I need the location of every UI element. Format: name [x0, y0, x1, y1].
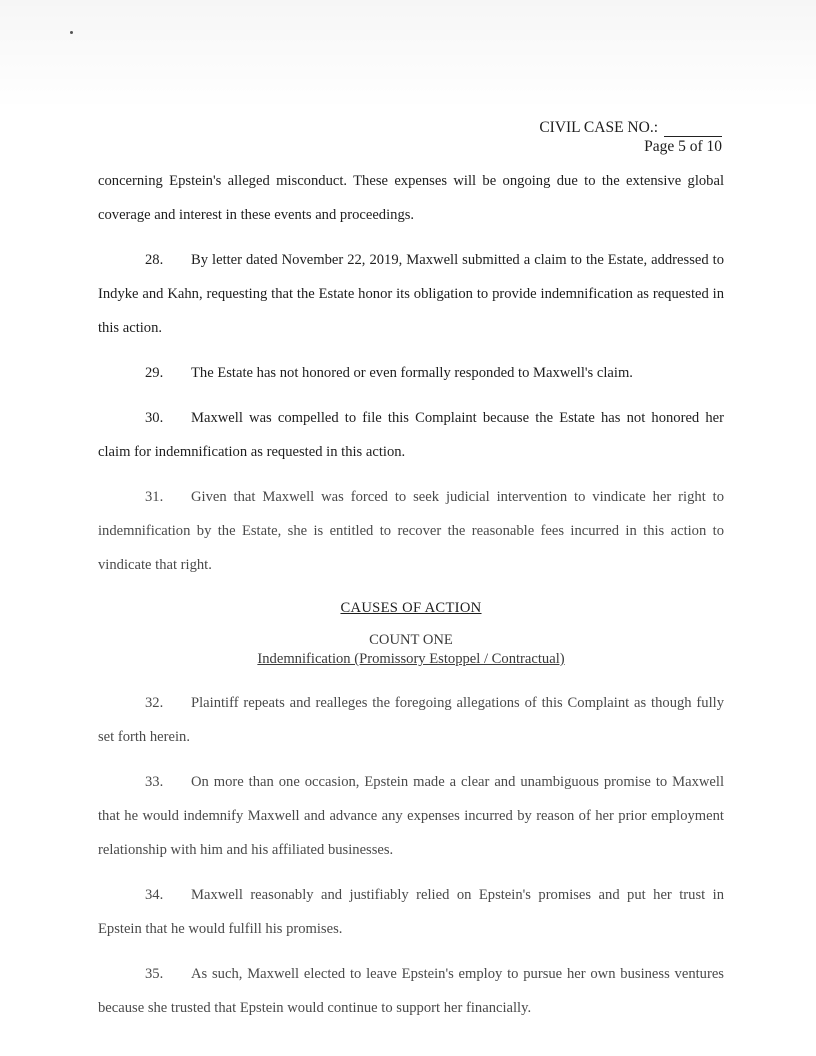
paragraph-29 [98, 356, 724, 390]
paragraph-text: On more than one occasion, Epstein made a clear and unambiguous promise to Maxwell that he would indemnify Maxwell and advance any expenses incurred by reason of her prior employment relationship with him and his affiliated businesses. [98, 774, 724, 858]
paragraph-text: The Estate has not honored or even formally responded to Maxwell's claim. [191, 365, 633, 381]
paragraph-30 [98, 401, 724, 469]
page-number: Page 5 of 10 [644, 138, 722, 155]
paragraph-text: As such, Maxwell elected to leave Epstein's employ to pursue her own business ventures because she trusted that Epstein would continue to support her financially. [98, 966, 724, 1016]
paragraph-text: Maxwell reasonably and justifiably relied on Epstein's promises and put her trust in Epstein that he would fulfill his promises. [98, 887, 724, 937]
count-heading [98, 631, 724, 669]
document-body [98, 164, 724, 1036]
paragraph-number: 35. [145, 966, 164, 982]
count-subtitle: Indemnification (Promissory Estoppel / Contractual) [257, 651, 565, 667]
scan-speck [70, 31, 73, 34]
section-heading: CAUSES OF ACTION [340, 600, 482, 616]
paragraph-number: 33. [145, 774, 164, 790]
paragraph-number: 31. [145, 489, 164, 505]
paragraph-31 [98, 480, 724, 582]
paragraph-33 [98, 765, 724, 867]
paragraph-text: Given that Maxwell was forced to seek judicial intervention to vindicate her right to indemnification by the Estate, she is entitled to recover the reasonable fees incurred in this action to vindicate that right. [98, 489, 724, 573]
paragraph-text: Plaintiff repeats and realleges the foregoing allegations of this Complaint as though fully set forth herein. [98, 695, 724, 745]
case-number-label: CIVIL CASE NO.: [539, 119, 658, 136]
paragraph-number: 34. [145, 887, 164, 903]
page-header [539, 118, 722, 156]
paragraph-number: 29. [145, 365, 164, 381]
paragraph-35 [98, 957, 724, 1025]
paragraph-text: Maxwell was compelled to file this Complaint because the Estate has not honored her claim for indemnification as requested in this action. [98, 410, 724, 460]
paragraph-number: 28. [145, 252, 164, 268]
paragraph-text: By letter dated November 22, 2019, Maxwell submitted a claim to the Estate, addressed to Indyke and Kahn, requesting that the Estate honor its obligation to provide indemnification as requested in this action. [98, 252, 724, 336]
paragraph-number: 30. [145, 410, 164, 426]
paragraph-32 [98, 686, 724, 754]
case-number-blank [664, 122, 722, 137]
paragraph-28 [98, 243, 724, 345]
scan-shadow [0, 0, 816, 110]
paragraph-34 [98, 878, 724, 946]
paragraph-number: 32. [145, 695, 164, 711]
paragraph-continuation: concerning Epstein's alleged misconduct. These expenses will be ongoing due to the extensive global coverage and interest in these events and proceedings. [98, 173, 724, 223]
case-number-line [539, 118, 722, 137]
count-title: COUNT ONE [369, 632, 453, 648]
